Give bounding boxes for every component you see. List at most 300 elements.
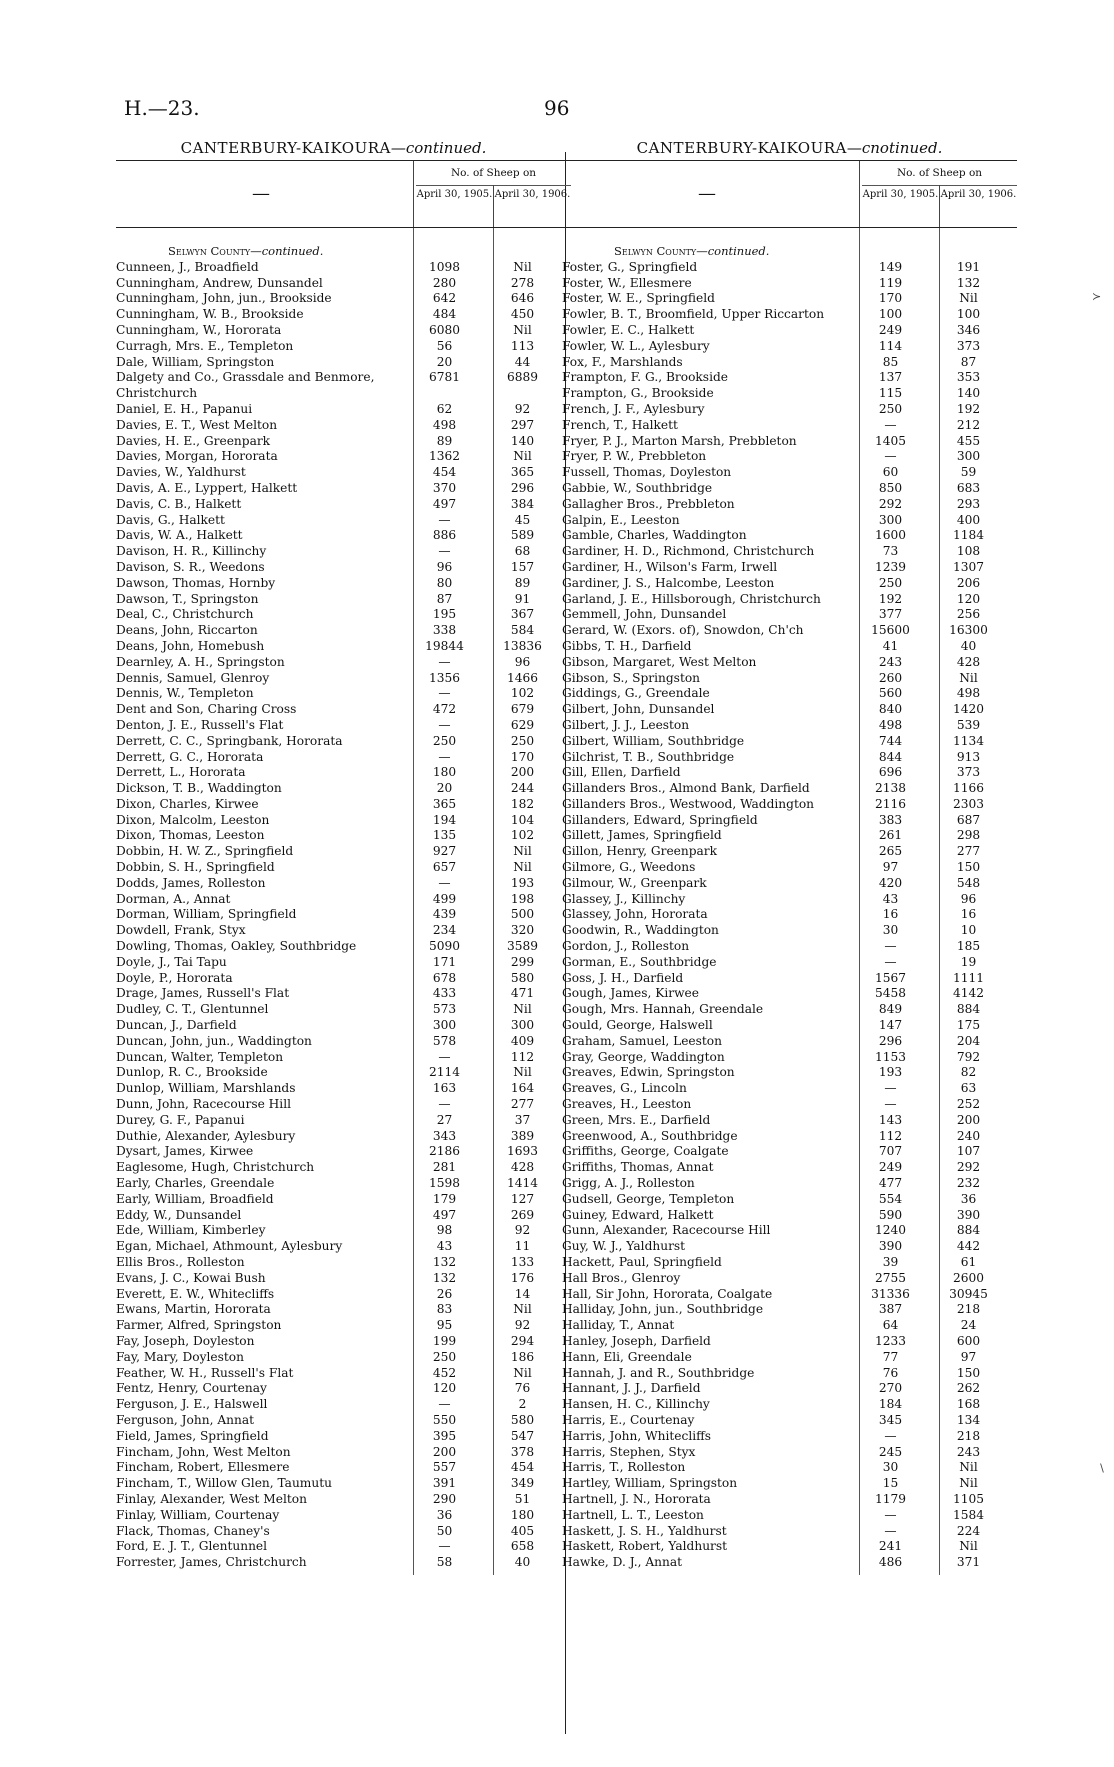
sheep-1905: 87 [436, 591, 453, 606]
sheep-1906: Nil [513, 1302, 532, 1317]
table-row [116, 1460, 571, 1476]
owner-name: Giddings, G., Greendale [562, 686, 710, 701]
sheep-1905: 484 [432, 307, 457, 322]
sheep-1905: 390 [878, 1239, 903, 1254]
owner-name: Gilbert, J. J., Leeston [562, 717, 690, 732]
sheep-1906: 428 [510, 1160, 535, 1175]
owner-name: Gray, George, Waddington [562, 1049, 725, 1064]
sheep-1906: 300 [956, 449, 981, 464]
sheep-1905: 1098 [428, 259, 461, 274]
sheep-1906: 51 [514, 1491, 531, 1506]
sheep-1905: 573 [432, 1002, 457, 1017]
owner-name: Davis, C. B., Halkett [116, 496, 242, 511]
owner-name: Harris, Stephen, Styx [562, 1444, 696, 1459]
sheep-1905: 180 [432, 765, 457, 780]
sheep-1905: 265 [878, 844, 903, 859]
sheep-1906: 913 [956, 749, 981, 764]
sheep-1906: 346 [956, 322, 981, 337]
table-row [562, 750, 1017, 766]
sheep-1906: 76 [514, 1381, 531, 1396]
sheep-1905: 60 [882, 465, 899, 480]
sheep-1906: 61 [960, 1255, 977, 1269]
sheep-1905: — [884, 417, 897, 432]
sheep-1906: 683 [956, 480, 981, 495]
sheep-1906: Nil [513, 860, 532, 875]
table-row [116, 1002, 571, 1018]
sheep-1906: 646 [510, 291, 535, 306]
sheep-1905: 192 [878, 591, 903, 606]
owner-name: Fentz, Henry, Courtenay [116, 1381, 267, 1396]
owner-name: Gilbert, William, Southbridge [562, 733, 745, 748]
owner-name: Hannah, J. and R., Southbridge [562, 1365, 755, 1380]
table-row [116, 1524, 571, 1540]
sheep-1906: 389 [510, 1128, 535, 1143]
owner-name: Gunn, Alexander, Racecourse Hill [562, 1223, 771, 1238]
table-row [116, 1381, 571, 1397]
sheep-1906: 292 [956, 1160, 981, 1175]
sheep-1905: 486 [878, 1555, 903, 1570]
table-row [116, 971, 571, 987]
table-row [562, 402, 1017, 418]
owner-name: Hackett, Paul, Springfield [562, 1255, 722, 1269]
table-row [562, 971, 1017, 987]
sheep-1906: 10 [960, 923, 977, 938]
sheep-1905: 454 [432, 465, 457, 480]
sheep-1906: 390 [956, 1207, 981, 1222]
owner-name: Dale, William, Springston [116, 354, 275, 369]
table-row [116, 1176, 571, 1192]
left-body-rule-2 [493, 228, 494, 1575]
sheep-1906: 14 [514, 1286, 531, 1301]
table-row [562, 765, 1017, 781]
sheep-1906: 442 [956, 1239, 981, 1254]
left-header-rule-2 [493, 185, 494, 227]
sheep-1906: 277 [510, 1097, 535, 1112]
sheep-1905: 657 [432, 860, 457, 875]
owner-name: Gabbie, W., Southbridge [562, 480, 713, 495]
owner-name: Davies, H. E., Greenpark [116, 433, 271, 448]
owner-name: Forrester, James, Christchurch [116, 1555, 307, 1570]
sheep-1905: 171 [432, 954, 457, 969]
owner-name: Hartley, William, Springston [562, 1476, 738, 1491]
sheep-1905: 250 [878, 575, 903, 590]
sheep-1906: 13836 [503, 638, 542, 653]
owner-name: Hall Bros., Glenroy [562, 1270, 681, 1285]
sheep-1906: 4142 [952, 986, 985, 1001]
right-column [562, 136, 1017, 1571]
owner-name: Dysart, James, Kirwee [116, 1144, 254, 1159]
owner-name: Dunlop, William, Marshlands [116, 1081, 296, 1096]
sheep-1905: 193 [878, 1065, 903, 1080]
owner-name: Egan, Michael, Athmount, Aylesbury [116, 1239, 343, 1254]
sheep-1905: 119 [878, 275, 903, 290]
table-row [116, 339, 571, 355]
sheep-1906: 132 [956, 275, 981, 290]
table-row [116, 828, 571, 844]
sheep-1906: 180 [510, 1507, 535, 1522]
table-row [562, 1445, 1017, 1461]
owner-name: Dickson, T. B., Waddington [116, 781, 282, 796]
sheep-1905: 844 [878, 749, 903, 764]
sheep-1906: 204 [956, 1033, 981, 1048]
sheep-1905: 115 [878, 386, 903, 401]
sheep-1906: 232 [956, 1176, 981, 1191]
owner-name: Curragh, Mrs. E., Templeton [116, 338, 294, 353]
sheep-1906: 243 [956, 1444, 981, 1459]
left-county-heading [116, 244, 571, 260]
owner-name: Dorman, William, Springfield [116, 907, 297, 922]
sheep-1905: — [438, 1097, 451, 1112]
table-row [116, 1271, 571, 1287]
sheep-1906: 298 [956, 828, 981, 843]
sheep-1905: 1598 [428, 1176, 461, 1191]
owner-name: Dawson, Thomas, Hornby [116, 575, 276, 590]
sheep-1905: 439 [432, 907, 457, 922]
sheep-1906: 127 [510, 1191, 535, 1206]
sheep-1905: 296 [878, 1033, 903, 1048]
owner-name: Fincham, T., Willow Glen, Taumutu [116, 1476, 332, 1491]
table-row [562, 307, 1017, 323]
sheep-1906: 244 [510, 781, 535, 796]
sheep-1905: — [884, 1507, 897, 1522]
sheep-1906: 198 [510, 891, 535, 906]
table-row [116, 765, 571, 781]
sheep-1905: 89 [436, 433, 453, 448]
sheep-1906: 140 [510, 433, 535, 448]
table-row [116, 1318, 571, 1334]
sheep-1906: 113 [510, 338, 535, 353]
table-row [116, 1223, 571, 1239]
sheep-1906: 400 [956, 512, 981, 527]
sheep-1905: 300 [878, 512, 903, 527]
table-row [562, 655, 1017, 671]
sheep-1905: 96 [436, 559, 453, 574]
sheep-1906: 150 [956, 1365, 981, 1380]
sheep-1905: — [884, 449, 897, 464]
table-row [116, 434, 571, 450]
owner-name: Ellis Bros., Rolleston [116, 1255, 245, 1269]
sheep-1906: 120 [956, 591, 981, 606]
owner-name: Everett, E. W., Whitecliffs [116, 1286, 275, 1301]
sheep-1905: 387 [878, 1302, 903, 1317]
table-row [116, 260, 571, 276]
table-row [116, 750, 571, 766]
sheep-1905: 147 [878, 1018, 903, 1033]
sheep-1906: 168 [956, 1397, 981, 1412]
table-row [116, 1239, 571, 1255]
sheep-1906: 409 [510, 1033, 535, 1048]
owner-name: Eddy, W., Dunsandel [116, 1207, 242, 1222]
margin-mark: ≻ [1092, 290, 1102, 303]
owner-name: Gillanders Bros., Westwood, Waddington [562, 796, 815, 811]
table-row [562, 1113, 1017, 1129]
sheep-1905: 245 [878, 1444, 903, 1459]
sheep-1906: 580 [510, 1412, 535, 1427]
sheep-1905: 642 [432, 291, 457, 306]
sheep-1906: 1693 [506, 1144, 539, 1159]
owner-name: Fox, F., Marshlands [562, 354, 683, 369]
sheep-1905: 338 [432, 623, 457, 638]
sheep-1906: 30945 [949, 1286, 988, 1301]
sheep-1906: 1414 [506, 1176, 539, 1191]
owner-name: Dodds, James, Rolleston [116, 875, 266, 890]
owner-name: Dunn, John, Racecourse Hill [116, 1097, 291, 1112]
sheep-1906: 68 [514, 544, 531, 559]
table-row [562, 1018, 1017, 1034]
owner-name: Hartnell, J. N., Hororata [562, 1491, 711, 1506]
left-body-rule-1 [413, 228, 414, 1575]
sheep-1906: Nil [513, 844, 532, 859]
sheep-1906: 349 [510, 1476, 535, 1491]
sheep-1905: — [884, 939, 897, 954]
sheep-1906: 218 [956, 1428, 981, 1443]
owner-name: Greaves, H., Leeston [562, 1097, 692, 1112]
sheep-1905: 137 [878, 370, 903, 385]
sheep-1905: 73 [882, 544, 899, 559]
table-row [116, 592, 571, 608]
table-row [116, 576, 571, 592]
owner-name: Dorman, A., Annat [116, 891, 231, 906]
owner-name: French, J. F., Aylesbury [562, 401, 705, 416]
sheep-1905: 343 [432, 1128, 457, 1143]
owner-name: Hannant, J. J., Darfield [562, 1381, 701, 1396]
sheep-1905: 16 [882, 907, 899, 922]
sheep-1906: 182 [510, 796, 535, 811]
owner-name: Glassey, John, Hororata [562, 907, 708, 922]
sheep-1906: 471 [510, 986, 535, 1001]
table-row [116, 671, 571, 687]
sheep-1905: — [438, 875, 451, 890]
table-row [116, 355, 571, 371]
sheep-1906: 91 [514, 591, 531, 606]
owner-name: Hann, Eli, Greendale [562, 1349, 692, 1364]
owner-name: Fowler, W. L., Aylesbury [562, 338, 710, 353]
sheep-1905: 163 [432, 1081, 457, 1096]
table-row [116, 1492, 571, 1508]
sheep-1905: — [438, 686, 451, 701]
table-row [562, 560, 1017, 576]
sheep-1905: 281 [432, 1160, 457, 1175]
sheep-1906: 164 [510, 1081, 535, 1096]
table-row [562, 1160, 1017, 1176]
sheep-1905: 100 [878, 307, 903, 322]
sheep-1906: 1466 [506, 670, 539, 685]
table-row [116, 1476, 571, 1492]
owner-name: Ewans, Martin, Hororata [116, 1302, 271, 1317]
owner-name: Duthie, Alexander, Aylesbury [116, 1128, 296, 1143]
sheep-1906: 107 [956, 1144, 981, 1159]
sheep-1905: 43 [882, 891, 899, 906]
right-column-title [562, 136, 1017, 160]
table-row [562, 939, 1017, 955]
sheep-1905: 31336 [871, 1286, 910, 1301]
table-row [116, 1302, 571, 1318]
sheep-1906: 629 [510, 717, 535, 732]
table-row [116, 1144, 571, 1160]
sheep-1905: 195 [432, 607, 457, 622]
sheep-1905: 149 [878, 259, 903, 274]
table-row [116, 639, 571, 655]
sheep-1906: 157 [510, 559, 535, 574]
sheep-1906: Nil [959, 1539, 978, 1554]
sheep-1906: 300 [510, 1018, 535, 1033]
sheep-1906: 16 [960, 907, 977, 922]
table-row [116, 1508, 571, 1524]
owner-name: Foster, W., Ellesmere [562, 275, 692, 290]
sheep-1905: 433 [432, 986, 457, 1001]
owner-name: Cunningham, W. B., Brookside [116, 307, 304, 322]
sheep-1905: 707 [878, 1144, 903, 1159]
sheep-1906: 1105 [952, 1491, 985, 1506]
sheep-1906: 92 [514, 1318, 531, 1333]
sheep-1905: 30 [882, 1460, 899, 1475]
sheep-1905: 2114 [428, 1065, 461, 1080]
sheep-1906: 1166 [952, 781, 985, 796]
owner-name: Early, William, Broadfield [116, 1191, 274, 1206]
sheep-1905: 80 [436, 575, 453, 590]
owner-name: Gough, Mrs. Hannah, Greendale [562, 1002, 764, 1017]
owner-name: Gillett, James, Springfield [562, 828, 722, 843]
sheep-1905: 260 [878, 670, 903, 685]
table-row [562, 449, 1017, 465]
table-row [116, 1413, 571, 1429]
sheep-1905: 377 [878, 607, 903, 622]
sheep-1906: 96 [514, 654, 531, 669]
sheep-1906: 97 [960, 1349, 977, 1364]
owner-name: Green, Mrs. E., Darfield [562, 1112, 711, 1127]
sheep-1906: 186 [510, 1349, 535, 1364]
table-row [116, 1050, 571, 1066]
owner-name: Harris, John, Whitecliffs [562, 1428, 712, 1443]
table-row [562, 1034, 1017, 1050]
owner-name: Gerard, W. (Exors. of), Snowdon, Ch'ch [562, 623, 804, 638]
sheep-1905: 5458 [874, 986, 907, 1001]
sheep-1905: 391 [432, 1476, 457, 1491]
owner-name: Ferguson, J. E., Halswell [116, 1397, 268, 1412]
table-row [562, 1334, 1017, 1350]
sheep-1905: 132 [432, 1270, 457, 1285]
table-row [562, 1081, 1017, 1097]
table-row [562, 497, 1017, 513]
sheep-1906: 2 [518, 1397, 527, 1412]
sheep-1906: 455 [956, 433, 981, 448]
owner-name: Gorman, E., Southbridge [562, 954, 717, 969]
table-row [116, 860, 571, 876]
sheep-1906: 89 [514, 575, 531, 590]
owner-name: Deans, John, Riccarton [116, 623, 258, 638]
left-title-text: CANTERBURY-KAIKOURA [180, 139, 391, 157]
sheep-1906: 218 [956, 1302, 981, 1317]
sheep-1905: 243 [878, 654, 903, 669]
sheep-1905: 112 [878, 1128, 903, 1143]
sheep-1905: — [438, 1049, 451, 1064]
sheep-1905: 62 [436, 401, 453, 416]
left-column-title [116, 136, 571, 160]
sheep-1906: 175 [956, 1018, 981, 1033]
sheep-1906: 112 [510, 1049, 535, 1064]
owner-name: Davies, W., Yaldhurst [116, 465, 246, 480]
sheep-1905: 1240 [874, 1223, 907, 1238]
owner-name: Harris, T., Rolleston [562, 1460, 686, 1475]
right-header-rule-1 [859, 161, 860, 227]
table-row [116, 686, 571, 702]
table-row [562, 355, 1017, 371]
sheep-1905: 6781 [428, 370, 461, 385]
table-row [562, 1192, 1017, 1208]
sheep-1906: 2600 [952, 1270, 985, 1285]
table-row [116, 449, 571, 465]
owner-name: Frampton, G., Brookside [562, 386, 714, 401]
owner-name: Cunneen, J., Broadfield [116, 259, 259, 274]
table-row [562, 260, 1017, 276]
table-row [562, 323, 1017, 339]
sheep-1905: 64 [882, 1318, 899, 1333]
sheep-1906: 498 [956, 686, 981, 701]
owner-name: Gardiner, H., Wilson's Farm, Irwell [562, 559, 778, 574]
sheep-1905: 550 [432, 1412, 457, 1427]
table-row [562, 1065, 1017, 1081]
owner-name: Goss, J. H., Darfield [562, 970, 684, 985]
sheep-1905: 1239 [874, 559, 907, 574]
sheep-1906: Nil [959, 670, 978, 685]
table-row [116, 702, 571, 718]
sheep-1906: 191 [956, 259, 981, 274]
table-row [116, 1208, 571, 1224]
sheep-1906: 428 [956, 654, 981, 669]
right-table-body [562, 228, 1017, 1571]
table-row [116, 1192, 571, 1208]
owner-name: Dennis, W., Templeton [116, 686, 254, 701]
owner-name: Fay, Mary, Doyleston [116, 1349, 244, 1364]
table-row [116, 370, 571, 402]
owner-name: Harris, E., Courtenay [562, 1412, 695, 1427]
sheep-1905: 241 [878, 1539, 903, 1554]
sheep-1905: 678 [432, 970, 457, 985]
sheep-1905: 56 [436, 338, 453, 353]
table-row [562, 1176, 1017, 1192]
table-row [116, 513, 571, 529]
table-row [116, 465, 571, 481]
sheep-1906: 367 [510, 607, 535, 622]
sheep-1905: 194 [432, 812, 457, 827]
table-row [562, 1508, 1017, 1524]
sheep-1905: 249 [878, 1160, 903, 1175]
sheep-1906: 262 [956, 1381, 981, 1396]
sheep-1905: 886 [432, 528, 457, 543]
table-row [562, 434, 1017, 450]
sheep-1905: 249 [878, 322, 903, 337]
sheep-1905: 2138 [874, 781, 907, 796]
sheep-1906: Nil [513, 1065, 532, 1080]
table-row [562, 481, 1017, 497]
sheep-1905: 120 [432, 1381, 457, 1396]
table-row [562, 671, 1017, 687]
sheep-1905: 20 [436, 354, 453, 369]
sheep-1906: 296 [510, 480, 535, 495]
sheep-1906: 140 [956, 386, 981, 401]
sheep-1905: 300 [432, 1018, 457, 1033]
owner-name: Gibson, S., Springston [562, 670, 701, 685]
sheep-1906: 294 [510, 1333, 535, 1348]
sheep-1905: 498 [432, 417, 457, 432]
sheep-1905: 850 [878, 480, 903, 495]
sheep-1906: Nil [959, 1476, 978, 1491]
sheep-1906: 192 [956, 401, 981, 416]
owner-name: Gibbs, T. H., Darfield [562, 638, 692, 653]
owner-name: Dixon, Malcolm, Leeston [116, 812, 270, 827]
right-sheep-group-header: No. of Sheep on [896, 167, 983, 179]
table-row [562, 370, 1017, 386]
